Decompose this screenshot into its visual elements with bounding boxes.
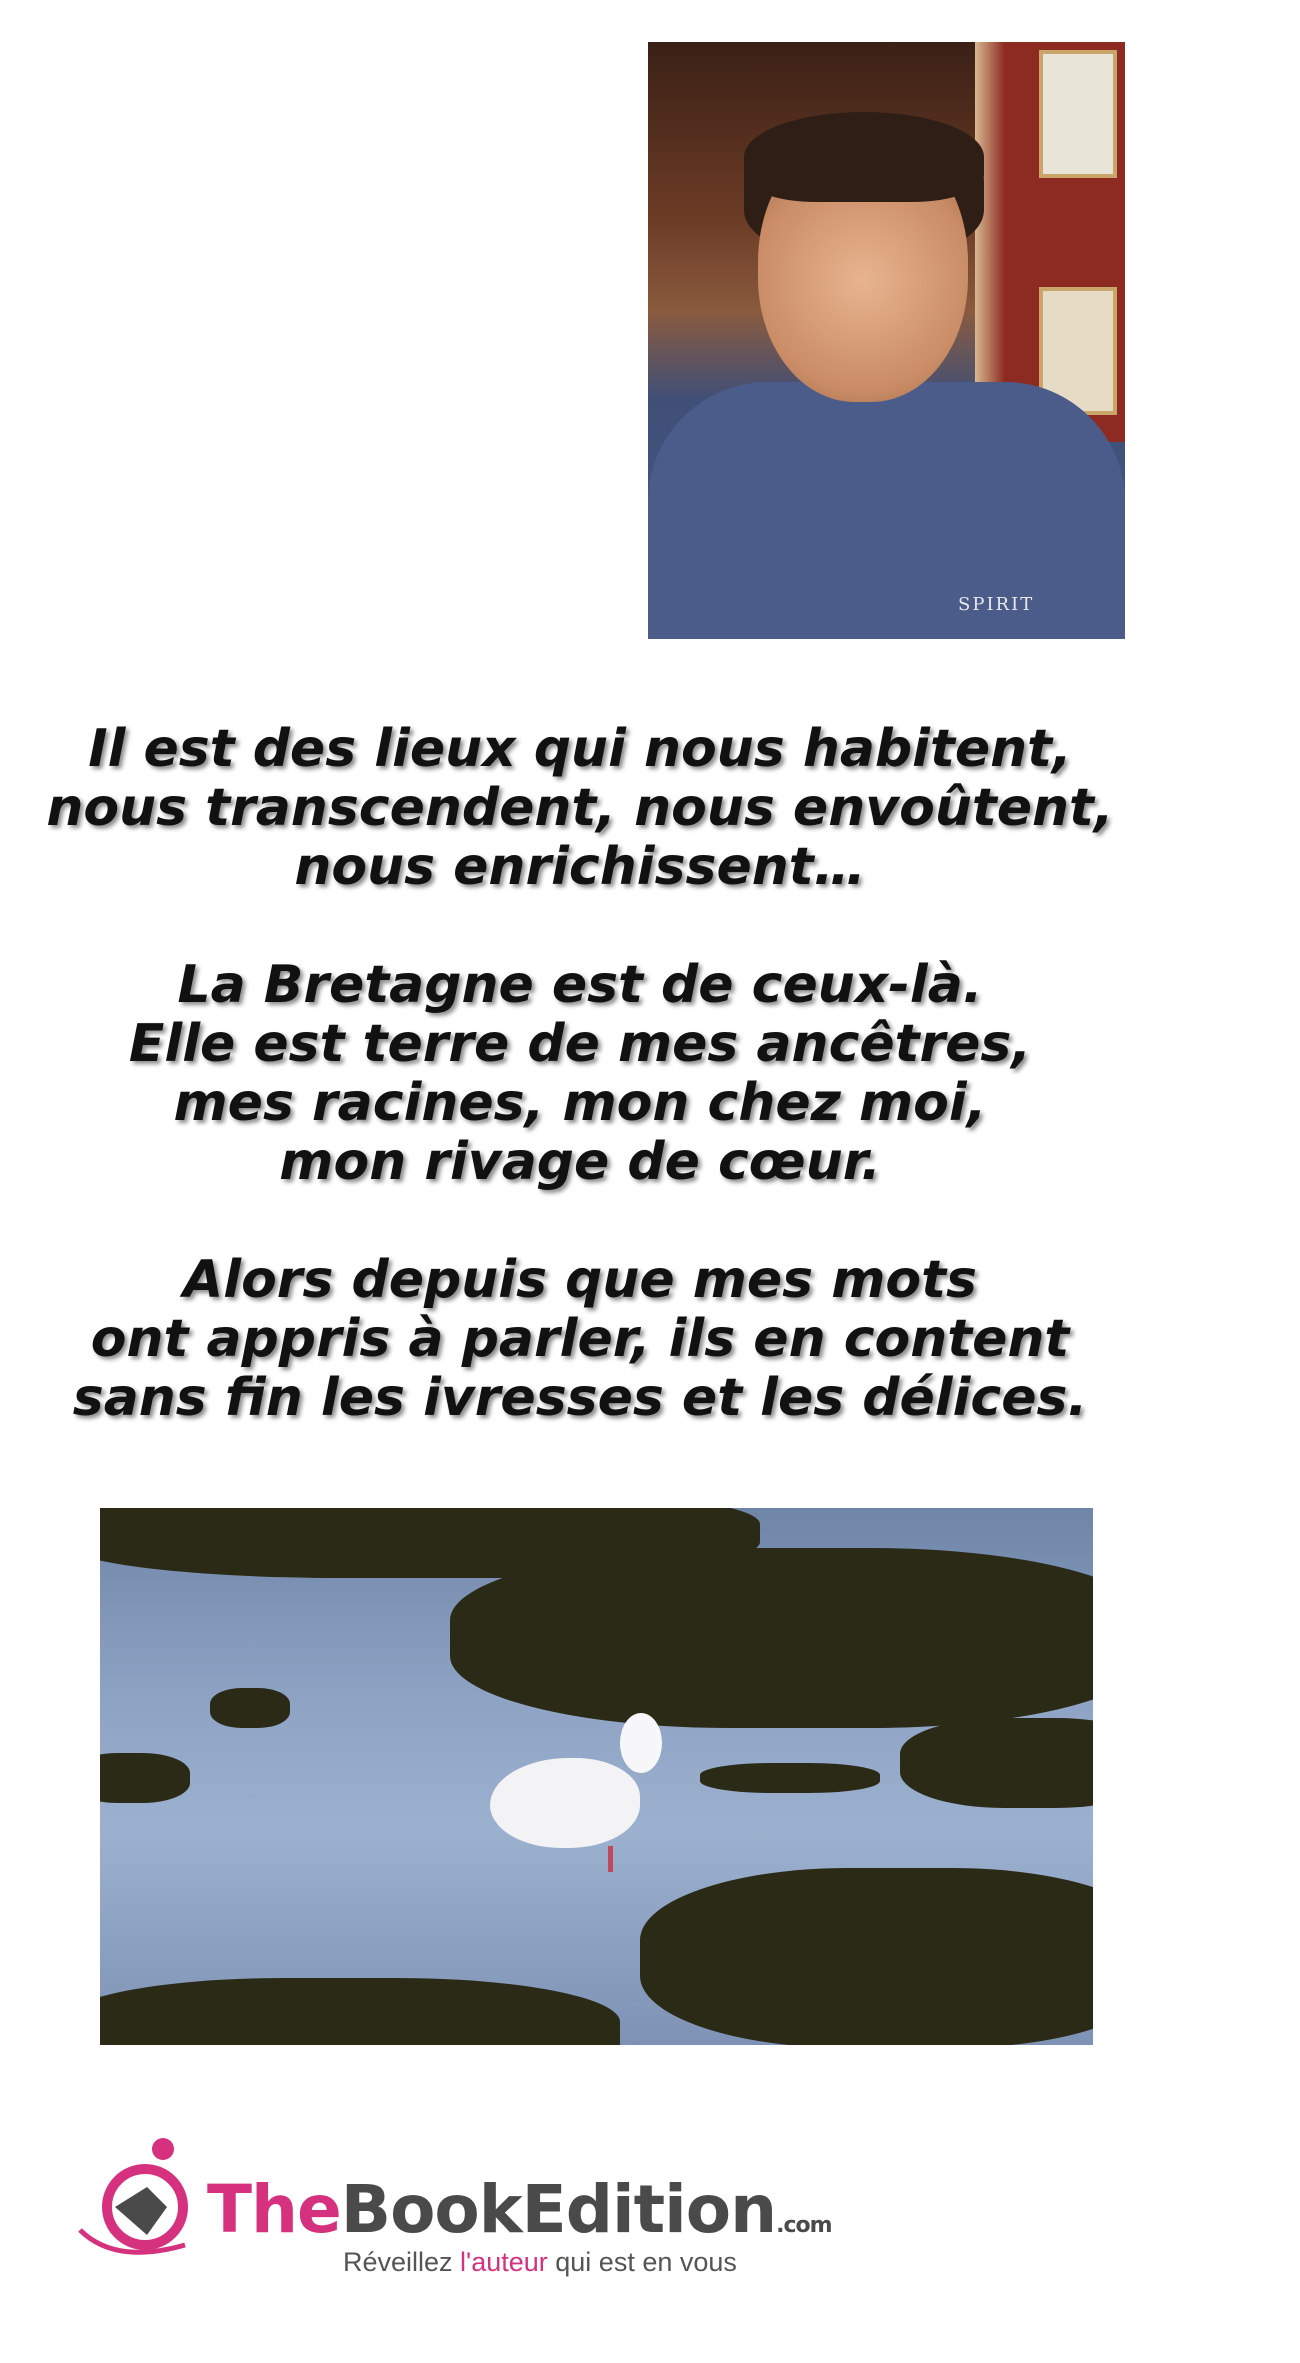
poem-stanza xyxy=(20,956,1140,1192)
seaweed xyxy=(450,1548,1093,1728)
shirt-text: SPIRIT xyxy=(958,594,1035,615)
portrait-picture-frame xyxy=(1039,50,1117,178)
seagull-head xyxy=(620,1713,662,1773)
logo-tagline xyxy=(343,2247,737,2278)
seagull-body xyxy=(490,1758,640,1848)
tagline-highlight: l'auteur xyxy=(460,2247,548,2277)
poem-line: Alors depuis que mes mots xyxy=(183,1250,977,1310)
poem xyxy=(20,720,1140,1487)
poem-line: nous enrichissent… xyxy=(294,837,866,897)
portrait-shirt xyxy=(648,382,1125,639)
seagull-leg xyxy=(608,1846,613,1872)
author-portrait xyxy=(648,42,1125,639)
thebookedition-logo xyxy=(75,2135,875,2285)
poem-line: mon rivage de cœur. xyxy=(279,1132,881,1192)
seaweed xyxy=(700,1763,880,1793)
logo-wordmark xyxy=(207,2171,832,2248)
portrait-hair xyxy=(744,112,984,202)
seaweed xyxy=(640,1868,1093,2045)
poem-stanza xyxy=(20,1251,1140,1428)
poem-line: mes racines, mon chez moi, xyxy=(173,1073,987,1133)
tagline-post: qui est en vous xyxy=(547,2247,737,2277)
poem-line: nous transcendent, nous envoûtent, xyxy=(46,778,1114,838)
seaweed xyxy=(100,1753,190,1803)
poem-line: ont appris à parler, ils en content xyxy=(90,1309,1070,1369)
seaweed xyxy=(210,1688,290,1728)
logo-figure-icon xyxy=(75,2135,205,2265)
logo-the: The xyxy=(207,2171,341,2248)
poem-line: Elle est terre de mes ancêtres, xyxy=(128,1014,1032,1074)
seaweed xyxy=(900,1718,1093,1808)
poem-line: Il est des lieux qui nous habitent, xyxy=(88,719,1072,779)
logo-edition: Edition xyxy=(521,2171,777,2248)
logo-com: .com xyxy=(776,2213,832,2238)
cropped-right-column xyxy=(1288,0,1300,2363)
poem-line: La Bretagne est de ceux-là. xyxy=(177,955,983,1015)
logo-book: Book xyxy=(340,2171,522,2248)
poem-stanza xyxy=(20,720,1140,897)
seaweed xyxy=(100,1978,620,2045)
tagline-pre: Réveillez xyxy=(343,2247,461,2277)
poem-line: sans fin les ivresses et les délices. xyxy=(72,1368,1088,1428)
seagull-photo xyxy=(100,1508,1093,2045)
